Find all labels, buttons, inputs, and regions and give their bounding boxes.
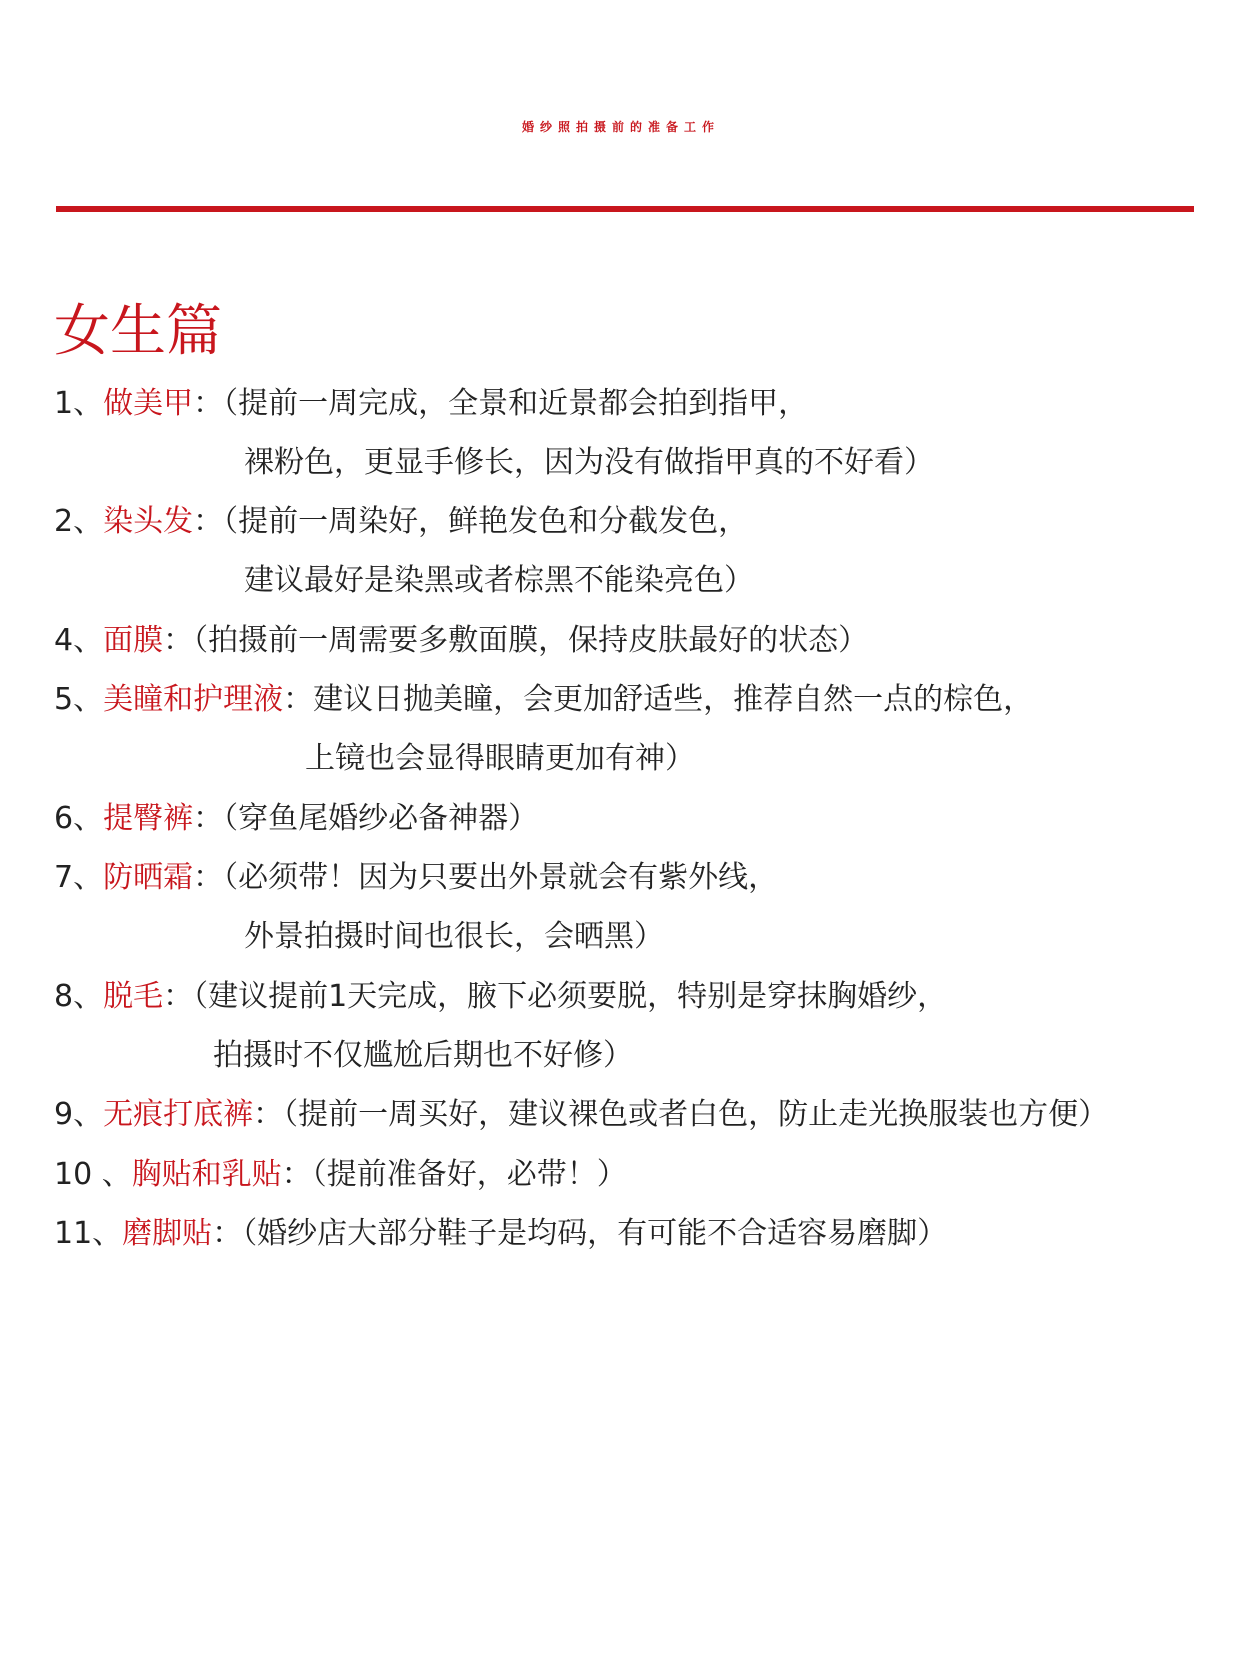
item-description: （建议提前1天完成，腋下必须要脱，特别是穿抹胸婚纱， xyxy=(193,979,948,1014)
item-description: （提前一周染好，鲜艳发色和分截发色， xyxy=(223,504,749,539)
list-item-5-continuation: 上镜也会显得眼睛更加有神） xyxy=(305,741,695,776)
item-colon: ： xyxy=(163,623,194,658)
item-colon: ： xyxy=(193,860,224,895)
list-item-7 xyxy=(54,855,778,901)
item-keyword: 防晒霜 xyxy=(103,860,194,895)
list-item-4 xyxy=(54,618,868,664)
item-colon: ： xyxy=(193,504,224,539)
item-description: （拍摄前一周需要多敷面膜，保持皮肤最好的状态） xyxy=(193,623,869,658)
item-keyword: 面膜 xyxy=(103,623,164,658)
list-item-8-continuation: 拍摄时不仅尴尬后期也不好修） xyxy=(213,1038,633,1073)
item-keyword: 美瞳和护理液 xyxy=(103,682,284,717)
item-number: 1、 xyxy=(54,386,104,421)
item-colon: ： xyxy=(283,682,314,717)
page-title: 婚纱照拍摄前的准备工作 xyxy=(521,120,720,134)
item-number: 6、 xyxy=(54,801,104,836)
item-description: （必须带！因为只要出外景就会有紫外线， xyxy=(223,860,779,895)
item-colon: ： xyxy=(281,1157,312,1192)
item-colon: ： xyxy=(193,386,224,421)
list-item-1 xyxy=(54,381,808,427)
item-description: 建议日抛美瞳，会更加舒适些，推荐自然一点的棕色， xyxy=(313,682,1034,717)
list-item-1-continuation: 裸粉色，更显手修长，因为没有做指甲真的不好看） xyxy=(244,445,934,480)
list-item-8 xyxy=(54,974,947,1020)
list-item-11 xyxy=(54,1211,947,1257)
item-description: （提前一周完成，全景和近景都会拍到指甲， xyxy=(223,386,809,421)
item-colon: ： xyxy=(193,801,224,836)
item-colon: ： xyxy=(163,979,194,1014)
item-description: （婚纱店大部分鞋子是均码，有可能不合适容易磨脚） xyxy=(242,1216,948,1251)
item-keyword: 磨脚贴 xyxy=(122,1216,213,1251)
item-number: 4、 xyxy=(54,623,104,658)
list-item-7-continuation: 外景拍摄时间也很长，会晒黑） xyxy=(244,919,664,954)
item-colon: ： xyxy=(253,1097,284,1132)
item-keyword: 脱毛 xyxy=(103,979,164,1014)
item-number: 7、 xyxy=(54,860,104,895)
item-number: 11、 xyxy=(54,1216,123,1251)
title-divider xyxy=(56,206,1194,212)
list-item-2-continuation: 建议最好是染黑或者棕黑不能染亮色） xyxy=(244,563,754,598)
item-keyword: 胸贴和乳贴 xyxy=(131,1157,282,1192)
item-description: （穿鱼尾婚纱必备神器） xyxy=(223,801,539,836)
item-keyword: 做美甲 xyxy=(103,386,194,421)
section-heading: 女生篇 xyxy=(54,299,222,364)
list-item-10 xyxy=(54,1152,627,1198)
list-item-5 xyxy=(54,677,1033,723)
item-number: 10 、 xyxy=(54,1157,132,1192)
list-item-6 xyxy=(54,796,538,842)
item-colon: ： xyxy=(212,1216,243,1251)
item-number: 8、 xyxy=(54,979,104,1014)
item-description: （提前准备好，必带！） xyxy=(311,1157,627,1192)
item-number: 2、 xyxy=(54,504,104,539)
item-keyword: 染头发 xyxy=(103,504,194,539)
list-item-2 xyxy=(54,499,748,545)
item-keyword: 无痕打底裤 xyxy=(103,1097,254,1132)
item-description: （提前一周买好，建议裸色或者白色，防止走光换服装也方便） xyxy=(283,1097,1109,1132)
list-item-9 xyxy=(54,1092,1108,1138)
item-keyword: 提臀裤 xyxy=(103,801,194,836)
item-number: 9、 xyxy=(54,1097,104,1132)
item-number: 5、 xyxy=(54,682,104,717)
